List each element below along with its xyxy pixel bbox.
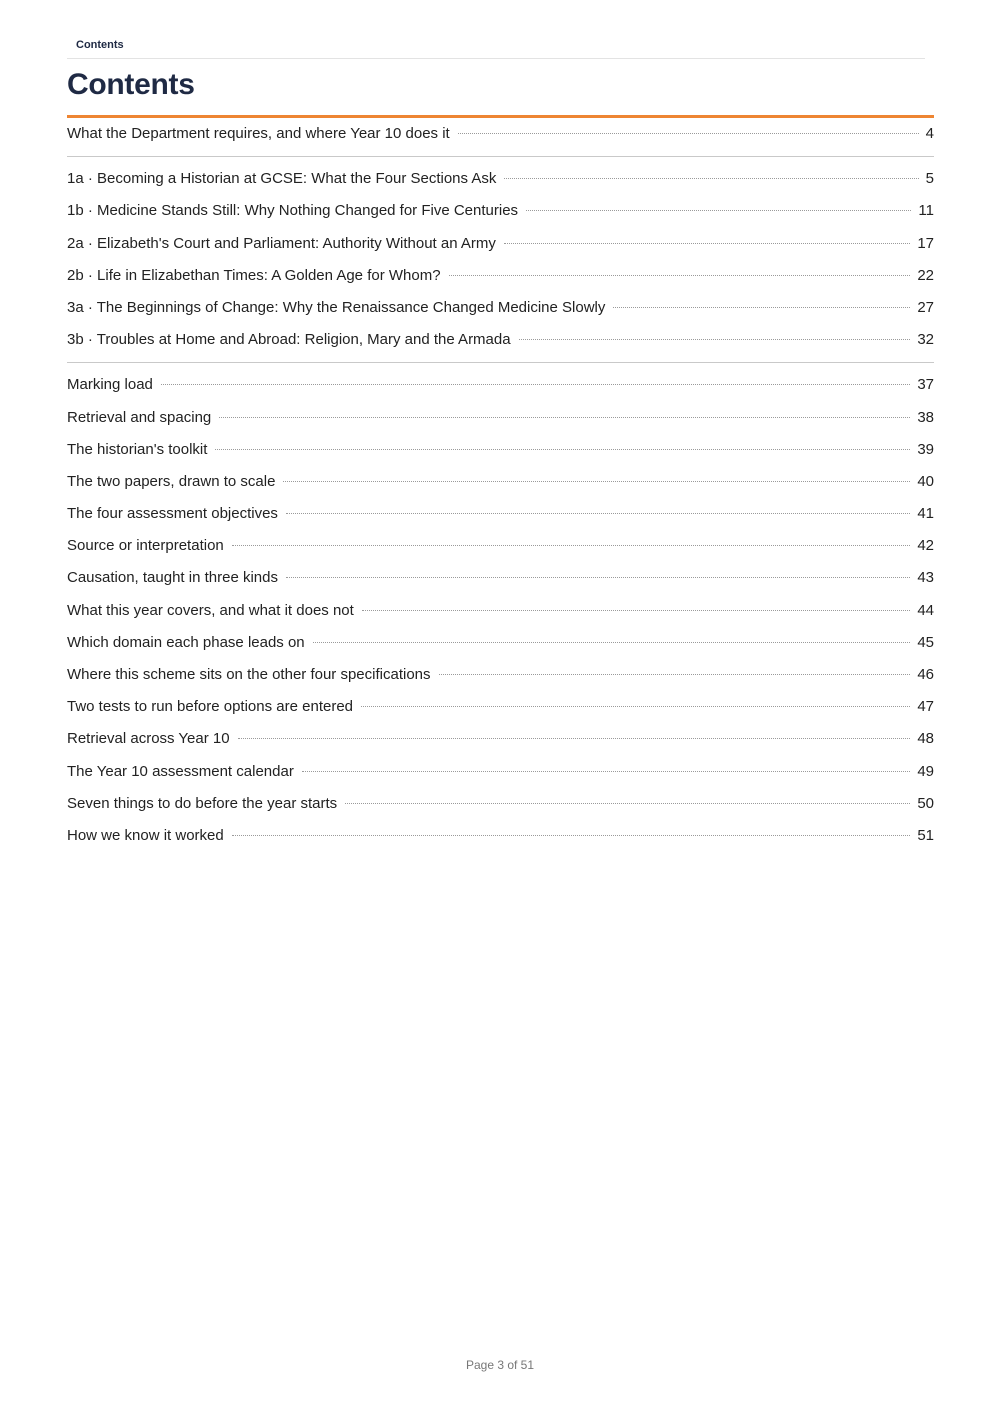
page-footer: Page 3 of 51 <box>465 1358 535 1372</box>
toc-entry-title: 1a · Becoming a Historian at GCSE: What the Four Sections Ask <box>67 170 497 188</box>
toc-entry-page-number: 38 <box>917 408 934 426</box>
toc-entry-page-number: 4 <box>925 125 934 142</box>
toc-entry-page-number: 46 <box>917 666 934 683</box>
toc-entry-page-number: 17 <box>917 234 934 252</box>
toc-dot-leader <box>286 513 910 514</box>
toc-entry-title: Seven things to do before the year starts <box>67 794 338 812</box>
toc-dot-leader <box>219 417 910 418</box>
toc-entry-title: Source or interpretation <box>67 537 224 555</box>
toc-entry-title: 2b · Life in Elizabethan Times: A Golden Age for Whom? <box>67 266 441 284</box>
toc-group <box>67 118 934 150</box>
toc-dot-leader <box>302 771 911 772</box>
toc-entry-title: Causation, taught in three kinds <box>67 569 278 587</box>
toc-dot-leader <box>504 243 910 244</box>
toc-dot-leader <box>286 577 910 578</box>
toc-entry[interactable] <box>67 788 934 820</box>
toc-entry[interactable] <box>67 498 934 530</box>
toc-entry-title: 3a · The Beginnings of Change: Why the Renaissance Changed Medicine Slowly <box>67 298 606 316</box>
toc-entry[interactable] <box>67 756 934 788</box>
toc-dot-leader <box>613 307 910 308</box>
toc-entry-page-number: 45 <box>917 633 934 651</box>
toc-entry-title: The four assessment objectives <box>67 505 278 523</box>
toc-dot-leader <box>439 674 911 675</box>
toc-entry[interactable] <box>67 260 934 292</box>
toc-entry[interactable] <box>67 659 934 691</box>
toc-dot-leader <box>313 642 911 643</box>
toc-entry-title: Marking load <box>67 376 153 394</box>
toc-entry[interactable] <box>67 324 934 356</box>
toc-entry[interactable] <box>67 820 934 852</box>
toc-dot-leader <box>526 210 911 211</box>
toc-entry-title: Two tests to run before options are entered <box>67 698 354 716</box>
toc-entry-title: What this year covers, and what it does not <box>67 601 354 619</box>
toc-dot-leader <box>232 545 911 546</box>
table-of-contents <box>67 118 934 852</box>
toc-dot-leader <box>449 275 911 276</box>
toc-entry-title: What the Department requires, and where Year 10 does it <box>67 125 450 142</box>
toc-entry[interactable] <box>67 292 934 324</box>
toc-entry-title: The two papers, drawn to scale <box>67 472 276 490</box>
running-header-label: Contents <box>76 39 124 51</box>
toc-entry-page-number: 49 <box>917 762 934 780</box>
toc-dot-leader <box>215 449 910 450</box>
toc-dot-leader <box>361 706 910 707</box>
toc-entry-page-number: 39 <box>917 440 934 458</box>
toc-entry-title: 3b · Troubles at Home and Abroad: Religion, Mary and the Armada <box>67 331 511 349</box>
toc-entry-title: Retrieval across Year 10 <box>67 730 230 748</box>
toc-entry[interactable] <box>67 723 934 755</box>
toc-entry[interactable] <box>67 118 934 150</box>
toc-entry-title: Where this scheme sits on the other four specifications <box>67 666 431 683</box>
toc-entry-title: The Year 10 assessment calendar <box>67 762 294 780</box>
toc-entry[interactable] <box>67 530 934 562</box>
toc-dot-leader <box>345 803 910 804</box>
toc-entry-title: How we know it worked <box>67 826 224 844</box>
toc-dot-leader <box>238 738 911 739</box>
toc-entry-page-number: 43 <box>917 569 934 587</box>
toc-entry-page-number: 50 <box>917 794 934 812</box>
running-header <box>67 36 925 59</box>
toc-entry[interactable] <box>67 562 934 594</box>
toc-entry[interactable] <box>67 627 934 659</box>
toc-entry-page-number: 51 <box>917 826 934 844</box>
toc-entry-title: 1b · Medicine Stands Still: Why Nothing Changed for Five Centuries <box>67 202 519 220</box>
toc-entry[interactable] <box>67 228 934 260</box>
toc-entry-page-number: 11 <box>918 202 934 220</box>
toc-dot-leader <box>519 339 911 340</box>
toc-entry-title: 2a · Elizabeth's Court and Parliament: Authority Without an Army <box>67 234 496 252</box>
toc-dot-leader <box>232 835 911 836</box>
toc-dot-leader <box>504 178 918 179</box>
toc-entry-page-number: 40 <box>917 472 934 490</box>
toc-entry[interactable] <box>67 402 934 434</box>
toc-entry[interactable] <box>67 434 934 466</box>
toc-entry-page-number: 5 <box>925 170 934 188</box>
toc-entry[interactable] <box>67 369 934 401</box>
toc-dot-leader <box>362 610 911 611</box>
toc-entry-page-number: 44 <box>917 601 934 619</box>
toc-entry[interactable] <box>67 163 934 195</box>
toc-group <box>67 156 934 356</box>
toc-entry[interactable] <box>67 595 934 627</box>
toc-entry-page-number: 47 <box>917 698 934 716</box>
toc-entry[interactable] <box>67 195 934 227</box>
toc-entry-page-number: 22 <box>917 266 934 284</box>
toc-entry-title: Retrieval and spacing <box>67 408 212 426</box>
toc-group <box>67 362 934 852</box>
page-title: Contents <box>67 68 195 101</box>
toc-entry-page-number: 42 <box>917 537 934 555</box>
toc-entry-page-number: 32 <box>917 331 934 349</box>
toc-dot-leader <box>283 481 910 482</box>
toc-entry-title: Which domain each phase leads on <box>67 633 305 651</box>
toc-entry-page-number: 48 <box>917 730 934 748</box>
toc-entry-title: The historian's toolkit <box>67 440 208 458</box>
toc-dot-leader <box>161 384 910 385</box>
toc-entry-page-number: 37 <box>917 376 934 394</box>
toc-dot-leader <box>458 133 919 134</box>
toc-entry[interactable] <box>67 466 934 498</box>
toc-entry-page-number: 41 <box>917 505 934 523</box>
toc-entry[interactable] <box>67 691 934 723</box>
toc-entry-page-number: 27 <box>917 298 934 316</box>
